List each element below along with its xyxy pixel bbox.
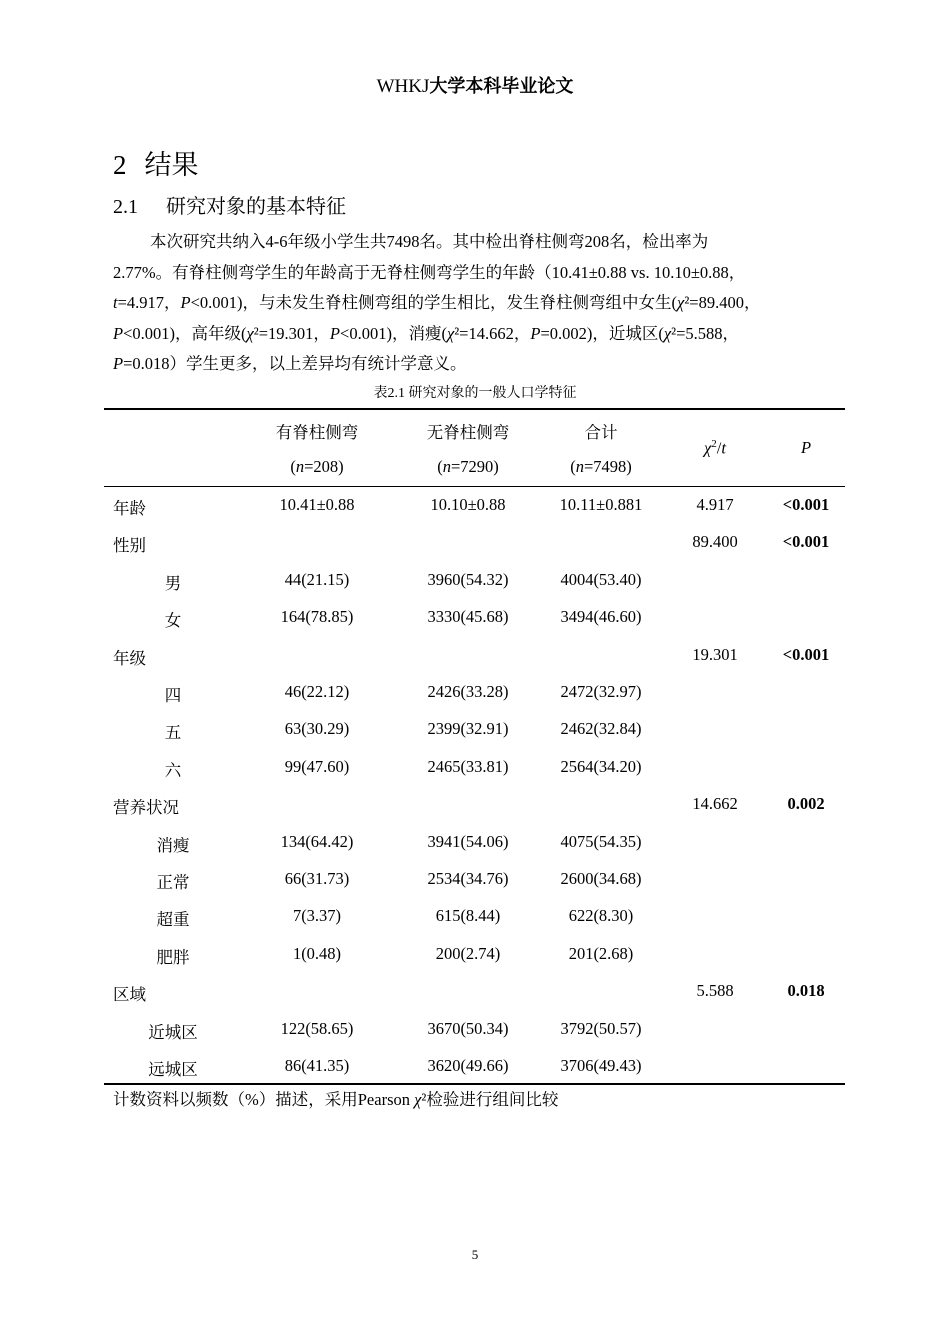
running-header — [0, 72, 950, 98]
table-cell-c2: 2399(32.91) — [427, 719, 509, 738]
table-caption: 表2.1 研究对象的一般人口学特征 — [373, 386, 577, 401]
var-p: P — [329, 323, 341, 343]
slash: / — [716, 438, 722, 458]
header-total: 合计 — [584, 423, 618, 442]
n-value: =7498 — [583, 457, 627, 476]
var-chi: χ — [414, 1090, 422, 1109]
row-label: 年级 — [113, 649, 146, 668]
text-seg: =4.917， — [117, 293, 181, 312]
row-label: 性别 — [113, 536, 146, 555]
text-seg: <0.001)，与未发生脊柱侧弯组的学生相比，发生脊柱侧弯组中女生( — [190, 293, 678, 312]
table-cell-c2: 2426(33.28) — [427, 682, 509, 701]
table-cell-c1: 86(41.35) — [284, 1056, 350, 1075]
var-t: t — [113, 293, 118, 312]
table-cell-c3: 3792(50.57) — [560, 1019, 642, 1038]
table-cell-c2: 10.10±0.88 — [430, 495, 506, 514]
row-label: 近城区 — [148, 1023, 198, 1042]
text-seg: ²=19.301， — [253, 323, 330, 343]
row-label: 超重 — [156, 910, 190, 929]
table-cell-c1: 134(64.42) — [280, 832, 354, 851]
table-bottom-rule — [104, 1083, 845, 1085]
page-number: 5 — [471, 1247, 479, 1262]
paragraph-line-1: 本次研究共纳入4-6年级小学生共7498名。其中检出脊柱侧弯208名，检出率为 — [150, 232, 709, 251]
row-label: 消瘦 — [156, 836, 190, 855]
table-cell-c2: 3620(49.66) — [427, 1056, 509, 1075]
var-chi: χ — [704, 438, 712, 458]
table-cell-c2: 3670(50.34) — [427, 1019, 509, 1038]
row-label: 六 — [164, 761, 182, 780]
text-seg: =0.018）学生更多，以上差异均有统计学意义。 — [123, 354, 467, 373]
superscript: 2 — [711, 438, 717, 450]
table-cell-c3: 4075(54.35) — [560, 832, 642, 851]
table-cell-c1: 63(30.29) — [284, 719, 350, 738]
text-seg: ²=5.588， — [671, 323, 740, 343]
var-chi: χ — [663, 323, 672, 343]
header-p — [765, 438, 847, 458]
table-cell-c1: 164(78.85) — [280, 607, 354, 626]
var-p: P — [113, 323, 124, 343]
header-without-scoliosis-n: (n=7290) — [437, 457, 499, 476]
var-n: n — [295, 457, 305, 476]
table-top-rule — [104, 408, 845, 410]
n-value: =7290 — [450, 457, 494, 476]
header-without-scoliosis: 无脊柱侧弯 — [426, 423, 510, 442]
row-label: 年龄 — [113, 499, 146, 518]
table-cell-p: <0.001 — [782, 532, 830, 551]
paragraph-line-4 — [113, 319, 835, 350]
header-with-scoliosis-n: (n=208) — [290, 457, 344, 476]
row-label: 区域 — [113, 985, 146, 1004]
n-value: =208 — [304, 457, 339, 476]
var-t: t — [721, 438, 726, 458]
table-cell-c3: 2462(32.84) — [560, 719, 642, 738]
var-chi: χ — [246, 323, 254, 343]
var-p: P — [800, 438, 812, 457]
table-cell-c3: 2600(34.68) — [560, 869, 642, 888]
table-cell-c1: 66(31.73) — [284, 869, 350, 888]
table-cell-c3: 10.11±0.881 — [559, 495, 643, 514]
table-cell-c4: 19.301 — [692, 645, 738, 664]
section-heading — [113, 143, 199, 182]
section-number: 2 — [113, 150, 127, 180]
table-cell-c4: 89.400 — [692, 532, 738, 551]
var-p: P — [180, 293, 191, 312]
header-prefix: WHKJ — [376, 76, 430, 97]
row-label: 五 — [164, 723, 182, 742]
var-n: n — [442, 457, 451, 476]
text-seg: ²=89.400， — [684, 293, 761, 312]
header-total-n: (n=7498) — [570, 457, 632, 476]
var-n: n — [575, 457, 584, 476]
table-cell-c1: 10.41±0.88 — [279, 495, 355, 514]
table-cell-c3: 3494(46.60) — [560, 607, 642, 626]
header-chi-t — [660, 438, 770, 459]
subsection-title: 研究对象的基本特征 — [166, 194, 346, 218]
table-cell-c2: 3330(45.68) — [427, 607, 509, 626]
table-cell-p: <0.001 — [782, 645, 830, 664]
text-seg: <0.001)，高年级( — [123, 323, 247, 343]
row-label: 肥胖 — [156, 948, 190, 967]
paragraph-line-5 — [113, 349, 835, 380]
table-cell-c1: 1(0.48) — [292, 944, 342, 963]
table-note — [113, 1086, 558, 1110]
var-chi: χ — [677, 293, 685, 312]
body-paragraph — [113, 227, 835, 380]
row-label: 男 — [164, 574, 182, 593]
var-chi: χ — [446, 323, 455, 343]
table-cell-c1: 44(21.15) — [284, 570, 350, 589]
table-cell-c3: 4004(53.40) — [560, 570, 642, 589]
table-cell-c3: 201(2.68) — [568, 944, 634, 963]
text-seg: <0.001)，消瘦( — [340, 323, 447, 343]
table-cell-c2: 2465(33.81) — [427, 757, 509, 776]
table-cell-c1: 46(22.12) — [284, 682, 350, 701]
table-cell-c3: 2564(34.20) — [560, 757, 642, 776]
table-cell-c2: 3960(54.32) — [427, 570, 509, 589]
row-label: 女 — [164, 611, 182, 630]
table-cell-c2: 2534(34.76) — [427, 869, 509, 888]
table-cell-c2: 200(2.74) — [435, 944, 501, 963]
table-cell-c3: 3706(49.43) — [560, 1056, 642, 1075]
subsection-number: 2.1 — [113, 196, 138, 218]
table-cell-p: 0.002 — [787, 794, 825, 813]
text-seg: ²=14.662， — [454, 323, 531, 343]
section-title: 结果 — [144, 150, 199, 181]
table-cell-c4: 5.588 — [696, 981, 734, 1000]
table-cell-c3: 2472(32.97) — [560, 682, 642, 701]
header-suffix: 大学本科毕业论文 — [429, 76, 574, 97]
table-cell-c2: 615(8.44) — [435, 906, 501, 925]
table-cell-c3: 622(8.30) — [568, 906, 634, 925]
var-p: P — [530, 323, 541, 343]
table-cell-c1: 122(58.65) — [280, 1019, 354, 1038]
table-cell-c4: 4.917 — [696, 495, 734, 514]
row-label: 营养状况 — [113, 798, 179, 817]
table-cell-p: <0.001 — [782, 495, 830, 514]
var-p: P — [113, 354, 124, 373]
note-text: ²检验进行组间比较 — [421, 1090, 559, 1109]
note-text: 计数资料以频数（%）描述，采用Pearson — [113, 1090, 415, 1109]
row-label: 远城区 — [148, 1060, 198, 1079]
row-label: 四 — [164, 686, 182, 705]
header-with-scoliosis: 有脊柱侧弯 — [275, 423, 359, 442]
subsection-heading — [113, 190, 346, 219]
table-header-rule — [104, 486, 845, 487]
text-seg: =0.002)，近城区( — [540, 323, 664, 343]
table-cell-c4: 14.662 — [692, 794, 738, 813]
row-label: 正常 — [156, 873, 190, 892]
paragraph-line-2: 2.77%。有脊柱侧弯学生的年龄高于无脊柱侧弯学生的年龄（10.41±0.88 vs. 10.10±0.88， — [113, 262, 746, 282]
table-cell-c1: 7(3.37) — [292, 906, 342, 925]
table-cell-p: 0.018 — [787, 981, 825, 1000]
paragraph-line-3 — [113, 288, 835, 319]
table-cell-c1: 99(47.60) — [284, 757, 350, 776]
table-cell-c2: 3941(54.06) — [427, 832, 509, 851]
